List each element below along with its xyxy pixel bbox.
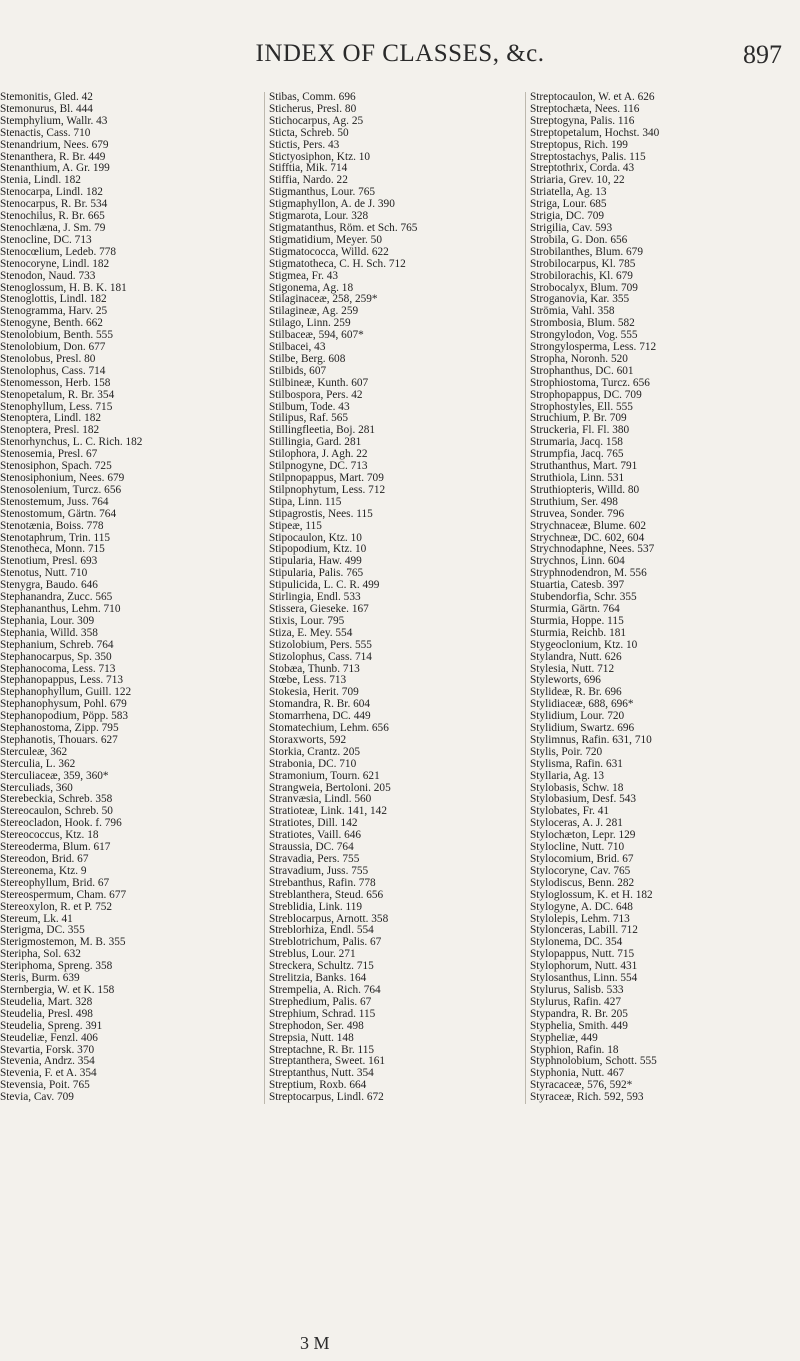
index-entry: Strelitzia, Banks. 164 [269,972,367,985]
index-entry: Streblanthera, Steud. 656 [269,888,384,901]
index-entry: Stephananthus, Lehm. 710 [0,602,121,615]
index-entry: Stereonema, Ktz. 9 [0,864,87,877]
index-entry: Stephanopodium, Pöpp. 583 [0,710,129,723]
index-entry: Stylophorum, Nutt. 431 [530,960,638,973]
index-entry: Styphnolobium, Schott. 555 [530,1055,657,1068]
index-entry: Styphion, Rafin. 18 [530,1043,619,1056]
index-entry: Strabonia, DC. 710 [269,757,357,770]
index-entry: Steudelia, Spreng. 391 [0,1019,103,1032]
index-entry: Stenotheca, Monn. 715 [0,543,105,556]
index-entry: Streptostachys, Palis. 115 [530,150,646,163]
index-entry: Stilbospora, Pers. 42 [269,388,363,401]
index-entry: Stigmaphyllon, A. de J. 390 [269,198,395,211]
index-entry: Strychneæ, DC. 602, 604 [530,531,645,544]
index-entry: Sterculiaceæ, 359, 360* [0,769,109,782]
index-entry: Stravadia, Pers. 755 [269,853,360,865]
index-entry: Strobilanthes, Blum. 679 [530,245,643,258]
index-entry: Stylopappus, Nutt. 715 [530,948,635,961]
index-entry: Struthiola, Linn. 531 [530,472,625,484]
index-entry: Stylimnus, Rafin. 631, 710 [530,733,652,746]
index-entry: Stenolobus, Presl. 80 [0,352,96,365]
index-entry: Sturmia, Gärtn. 764 [530,602,620,615]
index-entry: Strombosia, Blum. 582 [530,317,635,330]
index-entry: Stenosemia, Presl. 67 [0,448,98,461]
index-entry: Stenotaphrum, Trin. 115 [0,531,111,544]
index-entry: Stiffia, Nardo. 22 [269,174,348,187]
index-entry: Stipagrostis, Nees. 115 [269,507,373,520]
index-entry: Stereum, Lk. 41 [0,912,73,925]
index-entry: Sterculia, L. 362 [0,757,76,770]
index-entry: Stigmatococca, Willd. 622 [269,245,389,258]
index-entry: Sticta, Schreb. 50 [269,126,349,139]
index-entry: Stenocarpus, R. Br. 534 [0,198,108,211]
index-entry: Streptogyna, Palis. 116 [530,114,635,127]
index-entry: Stenoglossum, H. B. K. 181 [0,281,127,294]
index-entry: Stenolobium, Benth. 555 [0,329,113,342]
index-entry: Stevenia, Andrz. 354 [0,1055,95,1068]
index-entry: Sterebeckia, Schreb. 358 [0,793,113,806]
index-entry: Stenorhynchus, L. C. Rich. 182 [0,436,143,449]
index-entry: Stigmea, Fr. 43 [269,269,339,282]
index-entry: Stevia, Cav. 709 [0,1091,74,1104]
index-entry: Stylideæ, R. Br. 696 [530,686,622,699]
index-entry: Stilbum, Tode. 43 [269,400,350,413]
index-entry: Strophopappus, DC. 709 [530,388,642,401]
index-entry: Stirlingia, Endl. 533 [269,591,361,604]
index-entry: Stypheliæ, 449 [530,1031,598,1044]
index-entry: Strephedium, Palis. 67 [269,995,372,1008]
index-column-3 [525,92,800,1104]
index-entry: Stenostomum, Gärtn. 764 [0,507,117,520]
index-entry: Strongylodon, Vog. 555 [530,329,638,342]
index-entry: Strongylosperma, Less. 712 [530,341,657,354]
index-entry: Stephania, Willd. 358 [0,626,98,639]
index-entry: Stenoglottis, Lindl. 182 [0,293,107,306]
index-entry: Stryphnodendron, M. 556 [530,567,647,580]
index-entry: Stigmatotheca, C. H. Sch. 712 [269,257,406,270]
index-entry: Stylobasis, Schw. 18 [530,781,624,794]
index-entry: Stenotænia, Boiss. 778 [0,519,104,532]
index-entry: Stixis, Lour. 795 [269,614,345,627]
index-entry: Stratioteæ, Link. 141, 142 [269,805,387,818]
index-entry: Sterculeæ, 362 [0,745,68,758]
index-entry: Stobæa, Thunb. 713 [269,662,360,675]
index-entry: Streptium, Roxb. 664 [269,1079,367,1092]
index-entry: Stenolobium, Don. 677 [0,341,106,354]
index-entry: Stilbacei, 43 [269,341,326,354]
index-entry: Stilophora, J. Agh. 22 [269,448,368,461]
index-entry: Stylonema, DC. 354 [530,936,623,949]
index-entry: Stomarrhena, DC. 449 [269,710,371,723]
index-entry: Stylandra, Nutt. 626 [530,650,622,663]
index-entry: Streblotrichum, Palis. 67 [269,936,382,949]
index-entry: Stroganovia, Kar. 355 [530,293,630,306]
index-entry: Stylogyne, A. DC. 648 [530,900,633,913]
index-entry: Stereospermum, Cham. 677 [0,888,127,901]
running-title: INDEX OF CLASSES, &c. [255,40,545,67]
index-entry: Stenochlæna, J. Sm. 79 [0,221,106,234]
index-entry: Stephanium, Schreb. 764 [0,638,114,651]
index-entry: Stevensia, Poit. 765 [0,1079,90,1092]
index-entry: Strangweia, Bertoloni. 205 [269,781,391,794]
index-entry: Stipularia, Palis. 765 [269,567,364,580]
page-number: 897 [743,40,782,69]
index-entry: Stenophyllum, Less. 715 [0,400,113,413]
index-entry: Sterigma, DC. 355 [0,924,85,937]
index-entry: Stokesia, Herit. 709 [269,686,359,699]
index-entry: Sterigmostemon, M. B. 355 [0,936,126,949]
index-entry: Stereoderma, Blum. 617 [0,841,111,854]
index-entry: Stereocladon, Hook. f. 796 [0,817,122,830]
index-entry: Stenanthera, R. Br. 449 [0,150,106,163]
index-entry: Stigmarota, Lour. 328 [269,210,369,223]
index-entry: Striatella, Ag. 13 [530,186,607,199]
index-entry: Strychnos, Linn. 604 [530,555,625,568]
index-entry: Stilbineæ, Kunth. 607 [269,376,369,389]
index-entry: Strepsia, Nutt. 148 [269,1031,354,1044]
index-entry: Stizolobium, Pers. 555 [269,638,372,651]
index-entry: Stilpnophytum, Less. 712 [269,483,386,496]
index-entry: Styloceras, A. J. 281 [530,817,623,830]
index-entry: Stibas, Comm. 696 [269,92,356,103]
index-entry: Strophostyles, Ell. 555 [530,400,633,413]
index-entry: Stillingfleetia, Boj. 281 [269,424,376,437]
index-entry: Stylosanthus, Linn. 554 [530,972,638,985]
index-entry: Stichocarpus, Ag. 25 [269,114,364,127]
index-entry: Streblorhiza, Endl. 554 [269,924,374,937]
index-entry: Stictyosiphon, Ktz. 10 [269,150,371,163]
index-entry: Strobilorachis, Kl. 679 [530,269,633,282]
index-entry: Stylodiscus, Benn. 282 [530,876,635,889]
index-entry: Stilipus, Raf. 565 [269,412,349,425]
index-entry: Steris, Burm. 639 [0,972,80,985]
index-entry: Stipa, Linn. 115 [269,495,342,508]
index-entry: Styraceæ, Rich. 592, 593 [530,1091,644,1104]
index-entry: Stygeoclonium, Ktz. 10 [530,638,638,651]
index-entry: Stephanotis, Thouars. 627 [0,733,118,746]
index-entry: Styphelia, Smith. 449 [530,1019,628,1032]
index-entry: Sterculiads, 360 [0,781,73,794]
index-entry: Stilpnopappus, Mart. 709 [269,472,384,484]
index-entry: Stenocœlium, Ledeb. 778 [0,245,117,258]
index-entry: Strumaria, Jacq. 158 [530,436,623,449]
index-entry: Stenosiphonium, Nees. 679 [0,472,125,484]
index-entry: Stomatechium, Lehm. 656 [269,722,389,735]
index-entry: Styleworts, 696 [530,674,601,687]
page-header [0,40,800,80]
index-entry: Streptothrix, Corda. 43 [530,162,635,175]
index-entry: Stylesia, Nutt. 712 [530,662,615,675]
index-entry: Stropha, Noronh. 520 [530,352,628,365]
index-entry: Stictis, Pers. 43 [269,138,340,151]
index-entry: Stephanandra, Zucc. 565 [0,591,113,604]
index-entry: Stigonema, Ag. 18 [269,281,354,294]
index-entry: Stigmanthus, Lour. 765 [269,186,376,199]
index-entry: Stylurus, Rafin. 427 [530,995,622,1008]
index-entry: Stravadium, Juss. 755 [269,864,369,877]
index-entry: Stylocoryne, Cav. 765 [530,864,631,877]
index-entry: Stenodon, Naud. 733 [0,269,96,282]
index-entry: Sticherus, Presl. 80 [269,102,357,115]
index-entry: Stenosiphon, Spach. 725 [0,460,112,473]
index-entry: Strophanthus, DC. 601 [530,364,634,377]
index-entry: Stenogyne, Benth. 662 [0,317,103,330]
index-entry: Streblus, Lour. 271 [269,948,356,961]
index-entry: Steudeliæ, Fenzl. 406 [0,1031,98,1044]
index-entry: Stigmatidium, Meyer. 50 [269,233,382,246]
index-entry: Strobila, G. Don. 656 [530,233,628,246]
index-column-2 [264,92,504,1104]
index-entry: Stephanocarpus, Sp. 350 [0,650,112,663]
index-entry: Storaxworts, 592 [269,733,347,746]
index-entry: Stephanostoma, Zipp. 795 [0,722,119,735]
index-entry: Stipeæ, 115 [269,519,322,532]
index-entry: Steudelia, Presl. 498 [0,1007,93,1020]
index-entry: Stilbaceæ, 594, 607* [269,329,364,342]
index-entry: Streptocaulon, W. et A. 626 [530,92,655,103]
index-entry: Stillingia, Gard. 281 [269,436,362,449]
index-entry: Stenomesson, Herb. 158 [0,376,111,389]
index-entry: Stylurus, Salisb. 533 [530,983,624,996]
index-entry: Stenandrium, Nees. 679 [0,138,109,151]
index-entry: Strychnaceæ, Blume. 602 [530,519,647,532]
index-entry: Stipopodium, Ktz. 10 [269,543,367,556]
index-entry: Stilbids, 607 [269,364,327,377]
index-entry: Stenocarpa, Lindl. 182 [0,186,103,199]
index-entry: Straussia, DC. 764 [269,841,354,854]
index-entry: Stranvæsia, Lindl. 560 [269,793,372,806]
index-entry: Strebanthus, Rafin. 778 [269,876,376,889]
index-entry: Stenogramma, Harv. 25 [0,305,108,318]
index-entry: Streptachne, R. Br. 115 [269,1043,375,1056]
index-entry: Strobocalyx, Blum. 709 [530,281,638,294]
index-entry: Styloglossum, K. et H. 182 [530,888,653,901]
index-entry: Streblocarpus, Arnott. 358 [269,912,389,925]
index-entry: Stylobasium, Desf. 543 [530,793,637,806]
index-entry: Stephanocoma, Less. 713 [0,662,116,675]
index-entry: Struthiopteris, Willd. 80 [530,483,640,496]
index-entry: Stenoptera, Lindl. 182 [0,412,102,425]
index-entry: Sturmia, Reichb. 181 [530,626,627,639]
index-entry: Stevenia, F. et A. 354 [0,1067,97,1080]
index-entry: Streckera, Schultz. 715 [269,960,374,973]
index-entry: Sturmia, Hoppe. 115 [530,614,624,627]
index-entry: Stipulicida, L. C. R. 499 [269,579,380,592]
index-entry: Streptocarpus, Lindl. 672 [269,1091,384,1104]
index-entry: Stifftia, Mik. 714 [269,162,348,175]
index-entry: Striaria, Grev. 10, 22 [530,174,625,187]
index-entry: Stenygra, Baudo. 646 [0,579,98,592]
index-entry: Stemonurus, Bl. 444 [0,102,93,115]
index-entry: Stylidiaceæ, 688, 696* [530,698,634,711]
index-entry: Styracaceæ, 576, 592* [530,1079,633,1092]
index-entry: Stylocomium, Brid. 67 [530,853,634,865]
index-entry: Streptanthus, Nutt. 354 [269,1067,374,1080]
index-entry: Stemonitis, Gled. 42 [0,92,93,103]
index-entry: Strigia, DC. 709 [530,210,605,223]
index-entry: Stissera, Gieseke. 167 [269,602,369,615]
index-entry: Styphonia, Nutt. 467 [530,1067,625,1080]
index-entry: Stenosolenium, Turcz. 656 [0,483,122,496]
index-entry: Struchium, P. Br. 709 [530,412,627,425]
index-entry: Strephodon, Ser. 498 [269,1019,364,1032]
index-entry: Stylobates, Fr. 41 [530,805,610,818]
index-entry: Stilago, Linn. 259 [269,317,351,330]
index-entry: Stereococcus, Ktz. 18 [0,829,99,842]
index-entry: Streblidia, Link. 119 [269,900,363,913]
index-entry: Stylidium, Lour. 720 [530,710,625,723]
index-entry: Stereodon, Brid. 67 [0,853,89,865]
index-entry: Storkia, Crantz. 205 [269,745,360,758]
index-entry: Stœbe, Less. 713 [269,674,347,687]
index-entry: Stilaginaceæ, 258, 259* [269,293,378,306]
index-entry: Strigilia, Cav. 593 [530,221,613,234]
index-entry: Stratiotes, Vaill. 646 [269,829,362,842]
index-entry: Stylolepis, Lehm. 713 [530,912,630,925]
index-entry: Strephium, Schrad. 115 [269,1007,376,1020]
index-entry: Stramonium, Tourn. 621 [269,769,380,782]
index-entry: Stenocline, DC. 713 [0,233,92,246]
index-entry: Stenostemum, Juss. 764 [0,495,109,508]
index-entry: Stenochilus, R. Br. 665 [0,210,105,223]
index-entry: Stylocline, Nutt. 710 [530,841,625,854]
index-entry: Stevartia, Forsk. 370 [0,1043,95,1056]
index-entry: Stubendorfia, Schr. 355 [530,591,637,604]
index-entry: Stenopetalum, R. Br. 354 [0,388,115,401]
index-entry: Stipularia, Haw. 499 [269,555,362,568]
index-entry: Stenotus, Nutt. 710 [0,567,88,580]
index-entry: Stilagineæ, Ag. 259 [269,305,359,318]
index-entry: Stephanophysum, Pohl. 679 [0,698,127,711]
index-entry: Stomandra, R. Br. 604 [269,698,371,711]
index-entry: Steudelia, Mart. 328 [0,995,93,1008]
index-entry: Struthium, Ser. 498 [530,495,618,508]
index-entry: Stizolophus, Cass. 714 [269,650,372,663]
index-entry: Stilpnogyne, DC. 713 [269,460,368,473]
index-entry: Stereocaulon, Schreb. 50 [0,805,113,818]
index-entry: Stenotium, Presl. 693 [0,555,98,568]
index-entry: Stephania, Lour. 309 [0,614,95,627]
index-entry: Stenactis, Cass. 710 [0,126,91,139]
index-entry: Stenolophus, Cass. 714 [0,364,106,377]
index-entry: Stylochæton, Lepr. 129 [530,829,636,842]
index-entry: Strumpfia, Jacq. 765 [530,448,624,461]
index-entry: Struckeria, Fl. Fl. 380 [530,424,630,437]
index-entry: Steriphoma, Spreng. 358 [0,960,113,973]
index-entry: Strophiostoma, Turcz. 656 [530,376,650,389]
index-entry: Stiza, E. Mey. 554 [269,626,353,639]
index-entry: Stephanopappus, Less. 713 [0,674,123,687]
signature-mark: 3 M [300,1333,330,1353]
index-entry: Stenanthium, A. Gr. 199 [0,162,110,175]
index-entry: Stigmatanthus, Röm. et Sch. 765 [269,221,418,234]
index-entry: Sternbergia, W. et K. 158 [0,983,115,996]
index-entry: Streptanthera, Sweet. 161 [269,1055,386,1068]
index-entry: Stylis, Poir. 720 [530,745,603,758]
index-entry: Stylidium, Swartz. 696 [530,722,635,735]
index-entry: Streptochæta, Nees. 116 [530,102,640,115]
index-entry: Streptopus, Rich. 199 [530,138,628,151]
index-entry: Stratiotes, Dill. 142 [269,817,358,830]
index-entry: Styllaria, Ag. 13 [530,769,605,782]
index-entry: Stipocaulon, Ktz. 10 [269,531,362,544]
index-entry: Stenoptera, Presl. 182 [0,424,100,437]
index-entry: Steripha, Sol. 632 [0,948,81,961]
index-entry: Stenocoryne, Lindl. 182 [0,257,110,270]
index-entry: Stilbe, Berg. 608 [269,352,346,365]
index-entry: Stereophyllum, Brid. 67 [0,876,110,889]
index-entry: Stereoxylon, R. et P. 752 [0,900,113,913]
index-entry: Striga, Lour. 685 [530,198,607,211]
index-column-1 [0,92,235,1104]
index-entry: Stylonceras, Labill. 712 [530,924,638,937]
index-entry: Strömia, Vahl. 358 [530,305,615,318]
index-entry: Strychnodaphne, Nees. 537 [530,543,655,556]
index-entry: Stypandra, R. Br. 205 [530,1007,628,1020]
index-entry: Strobilocarpus, Kl. 785 [530,257,636,270]
index-entry: Struthanthus, Mart. 791 [530,460,638,473]
index-entry: Stemphylium, Wallr. 43 [0,114,108,127]
index-entry: Strempelia, A. Rich. 764 [269,983,381,996]
index-entry: Stephanophyllum, Guill. 122 [0,686,132,699]
index-entry: Stuartia, Catesb. 397 [530,579,625,592]
index-entry: Struvea, Sonder. 796 [530,507,625,520]
index-entry: Stylisma, Rafin. 631 [530,757,623,770]
index-entry: Streptopetalum, Hochst. 340 [530,126,660,139]
index-entry: Stenia, Lindl. 182 [0,174,81,187]
